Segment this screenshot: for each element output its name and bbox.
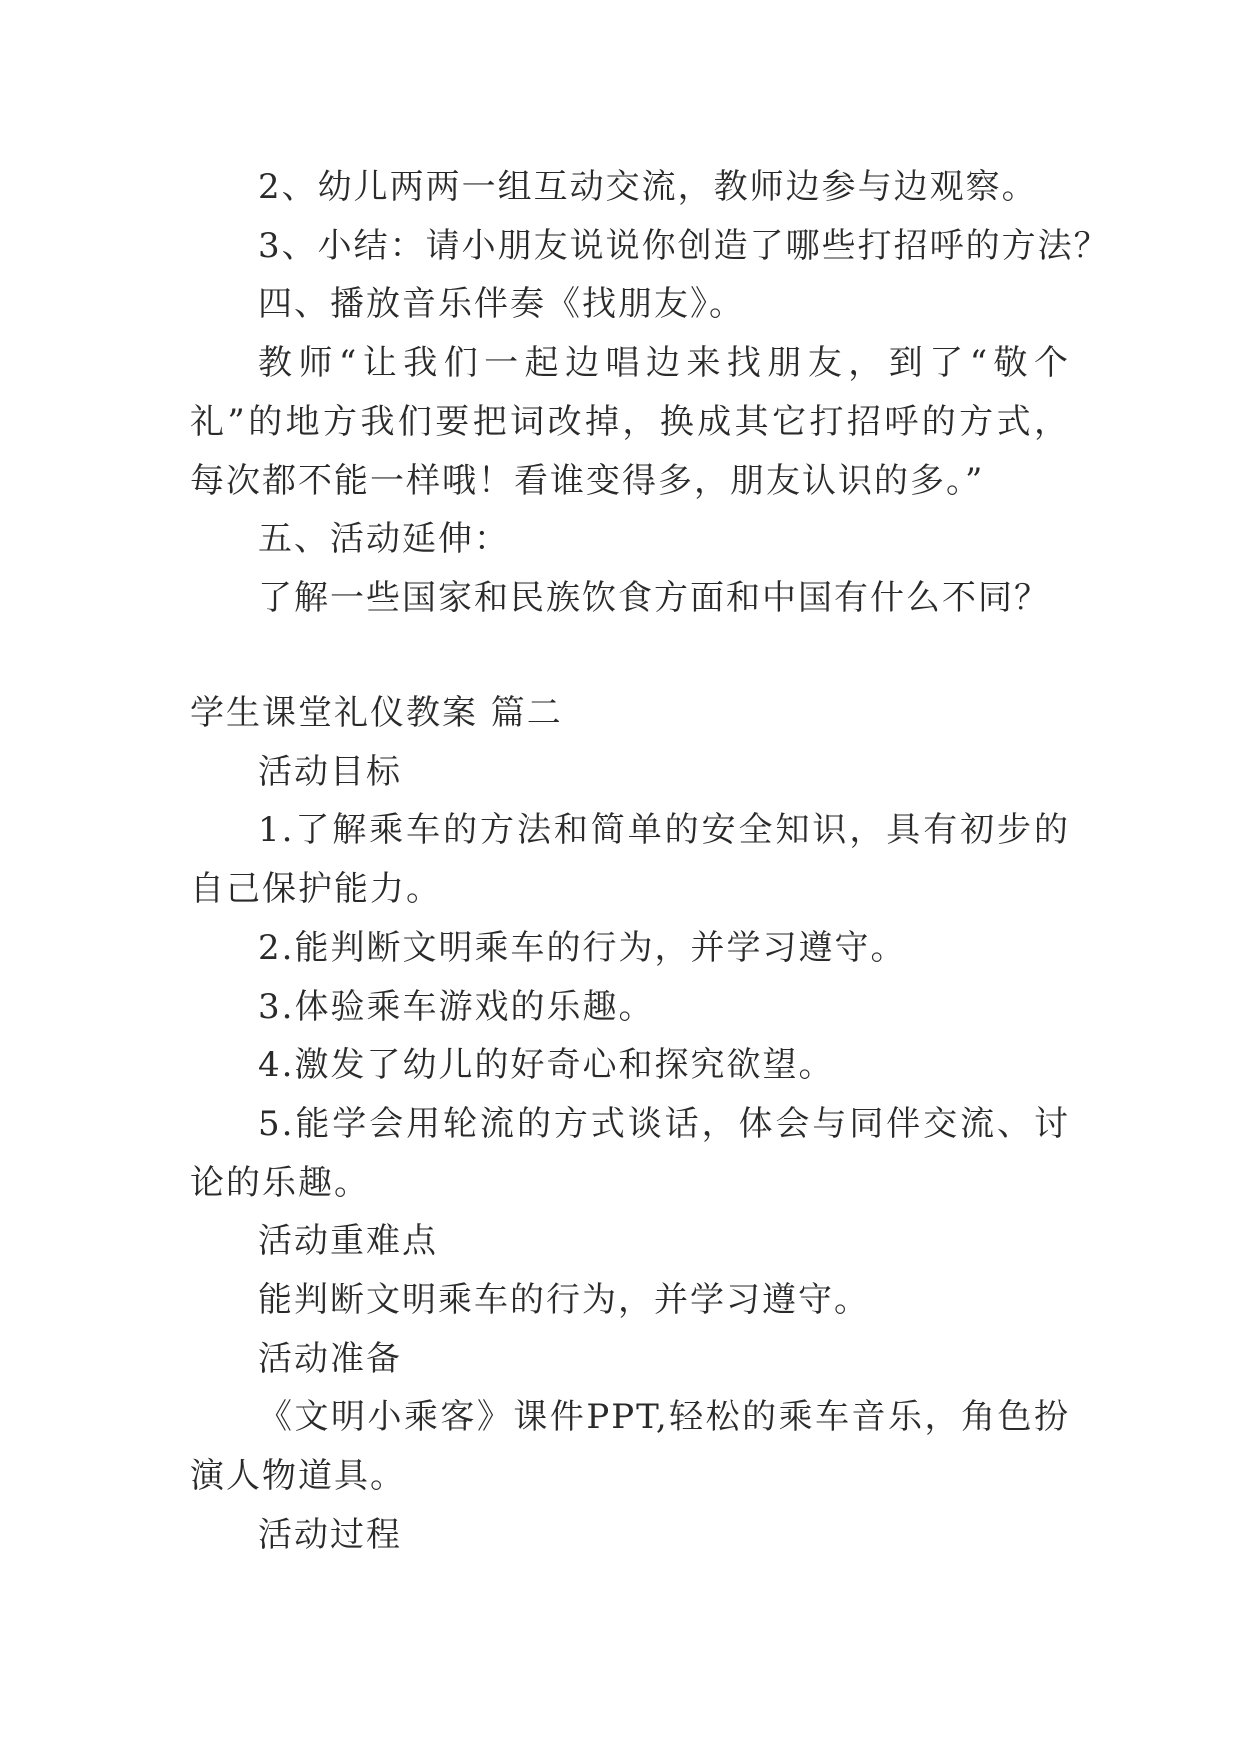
paragraph-section-5: 五、活动延伸： [258, 519, 510, 560]
goal-item-1: 1.了解乘车的方法和简单的安全知识，具有初步的自己保护能力。 [190, 810, 1070, 910]
paragraph-teacher-instruction: 教师“让我们一起边唱边来找朋友，到了“敬个礼”的地方我们要把词改掉，换成其它打招呼的方式，每次都不能一样哦！看谁变得多，朋友认识的多。” [190, 343, 1070, 501]
key-points-text: 能判断文明乘车的行为，并学习遵守。 [258, 1280, 870, 1321]
preparation-text: 《文明小乘客》课件PPT,轻松的乘车音乐，角色扮演人物道具。 [190, 1397, 1070, 1497]
section-title: 学生课堂礼仪教案 篇二 [190, 693, 563, 733]
heading-preparation: 活动准备 [258, 1338, 402, 1379]
heading-process: 活动过程 [258, 1514, 402, 1555]
lesson-plan-part-two [190, 684, 1070, 1565]
paragraph-step-3: 3、小结：请小朋友说说你创造了哪些打招呼的方法？ [258, 225, 1110, 266]
paragraph-extension: 了解一些国家和民族饮食方面和中国有什么不同？ [258, 577, 1050, 618]
goal-item-4: 4.激发了幼儿的好奇心和探究欲望。 [258, 1045, 835, 1086]
goal-item-2: 2.能判断文明乘车的行为，并学习遵守。 [258, 927, 907, 968]
lesson-plan-part-one [190, 158, 1110, 628]
paragraph-section-4: 四、播放音乐伴奏《找朋友》。 [258, 284, 745, 325]
paragraph-step-2: 2、幼儿两两一组互动交流，教师边参与边观察。 [258, 167, 1038, 207]
heading-key-points: 活动重难点 [258, 1221, 438, 1262]
heading-activity-goals: 活动目标 [258, 751, 402, 792]
goal-item-3: 3.体验乘车游戏的乐趣。 [258, 986, 655, 1027]
goal-item-5: 5.能学会用轮流的方式谈话，体会与同伴交流、讨论的乐趣。 [190, 1103, 1070, 1203]
